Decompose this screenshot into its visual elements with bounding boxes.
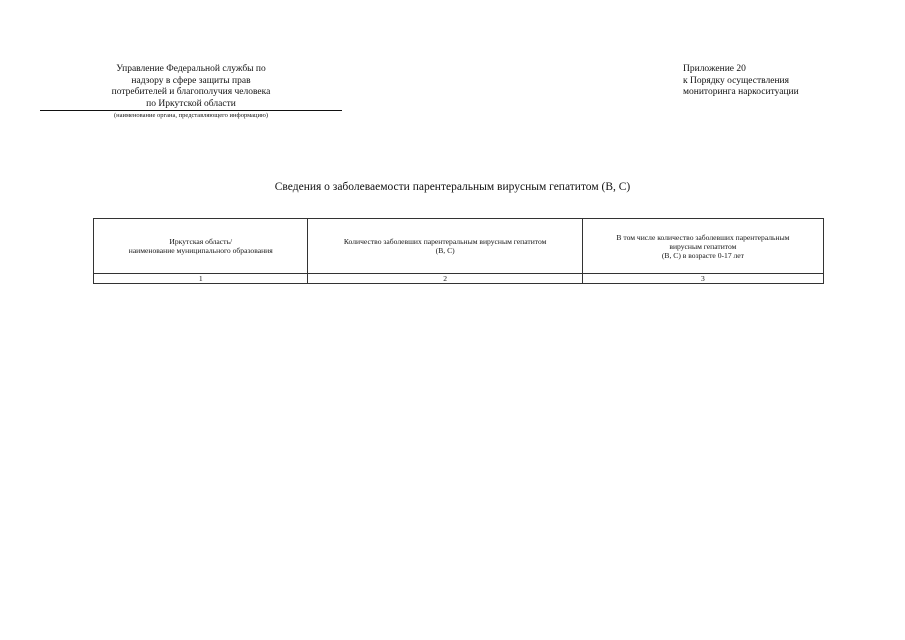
table-row [94, 274, 824, 284]
header-text: наименование муниципального образования [128, 246, 273, 255]
report-table [93, 218, 824, 284]
organization-name-line: Управление Федеральной службы по [116, 64, 266, 74]
document-title: Сведения о заболеваемости парентеральным вирусным гепатитом (В, С) [274, 181, 631, 193]
header-cell-cases-minors [582, 219, 823, 274]
organization-name-line: надзору в сфере защиты прав [131, 75, 251, 86]
organization-name-line: по Иркутской области [146, 98, 236, 109]
header-text: (В, С) в возрасте 0-17 лет [661, 250, 744, 260]
header-text: (В, С) [435, 246, 455, 255]
column-number-cell: 3 [582, 274, 823, 284]
header-text: вирусным гепатитом [669, 241, 737, 251]
appendix-line: мониторинга наркоситуации [683, 87, 799, 97]
organization-caption: (наименование органа, представляющего информацию) [113, 112, 269, 119]
table-header-row [94, 219, 824, 274]
header-text: Количество заболевших парентеральным вирусным гепатитом [343, 237, 547, 246]
appendix-line: Приложение 20 [683, 64, 746, 74]
organization-name-line: потребителей и благополучия человека [111, 87, 271, 97]
column-number-cell: 2 [308, 274, 582, 284]
column-number-cell: 1 [94, 274, 308, 284]
appendix-line: к Порядку осуществления [683, 75, 789, 86]
organization-block [40, 64, 342, 120]
header-text: Иркутская область/ [169, 237, 233, 246]
header-cell-region [94, 219, 308, 274]
header-text: В том числе количество заболевших парентеральным [616, 232, 790, 242]
header-cell-cases [308, 219, 582, 274]
appendix-block [683, 64, 883, 99]
